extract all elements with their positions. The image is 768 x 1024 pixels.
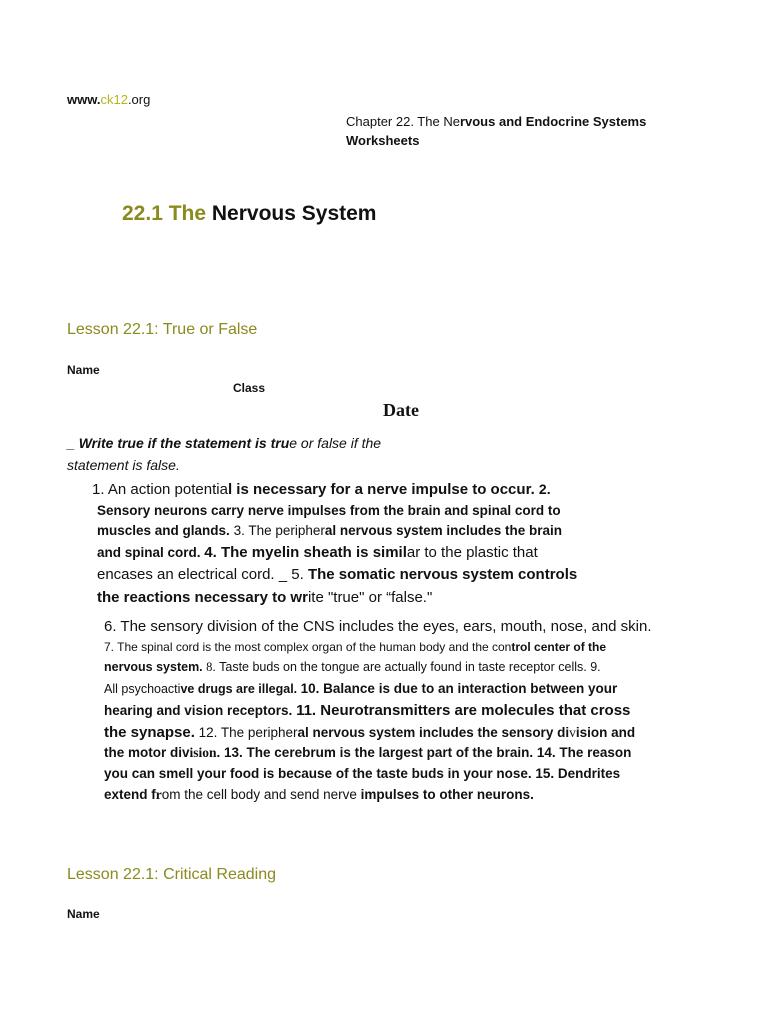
chapter-line2: Worksheets (346, 133, 420, 148)
chapter-line1: Chapter 22. The Nervous and Endocrine Systems (346, 114, 647, 129)
statement-line: 6. The sensory division of the CNS includes the eyes, ears, mouth, nose, and skin. (104, 618, 652, 635)
url-prefix: www. (67, 92, 101, 107)
statement-line: the motor division. 13. The cerebrum is the largest part of the brain. 14. The reason (104, 745, 632, 760)
date-label: Date (383, 400, 419, 420)
url-brand: ck12 (100, 92, 128, 107)
statement-line: Sensory neurons carry nerve impulses from the brain and spinal cord to (97, 503, 561, 518)
statement-line: encases an electrical cord. _ 5. The somatic nervous system controls (97, 566, 578, 583)
site-url[interactable] (67, 92, 150, 107)
statement-line: All psychoactive drugs are illegal. 10. Balance is due to an interaction between your (104, 681, 618, 696)
statement-line: muscles and glands. 3. The peripheral nervous system includes the brain (97, 523, 562, 538)
statement-line: hearing and vision receptors. 11. Neurotransmitters are molecules that cross (104, 702, 631, 719)
section-heading-critical-reading: Lesson 22.1: Critical Reading (67, 866, 277, 883)
class-label: Class (233, 381, 266, 395)
title-text: Nervous System (211, 202, 377, 225)
page-title (122, 202, 376, 226)
name-label: Name (67, 363, 100, 377)
statement-line: the reactions necessary to write "true" or “false." (97, 589, 433, 606)
instructions-line1: _ Write true if the statement is true or false if the (67, 435, 382, 451)
statement-line: 1. An action potential is necessary for a nerve impulse to occur. 2. (92, 481, 551, 498)
title-number: 22.1 The (122, 202, 207, 225)
statement-line: nervous system. 8. Taste buds on the tongue are actually found in taste receptor cells. 9. (104, 660, 601, 674)
instructions-line2: statement is false. (67, 457, 180, 473)
section-heading-true-false: Lesson 22.1: True or False (67, 321, 258, 338)
url-suffix: .org (127, 92, 151, 107)
name-label: Name (67, 907, 100, 921)
statement-line: 7. The spinal cord is the most complex organ of the human body and the control center of the (104, 640, 607, 654)
chapter-header (346, 112, 646, 150)
statement-line: and spinal cord. 4. The myelin sheath is similar to the plastic that (97, 544, 538, 561)
instructions (67, 432, 381, 476)
statement-line: the synapse. 12. The peripheral nervous system includes the sensory division and (104, 724, 636, 741)
statement-line: you can smell your food is because of the taste buds in your nose. 15. Dendrites (104, 766, 621, 781)
statement-line: extend from the cell body and send nerve impulses to other neurons. (104, 787, 534, 802)
